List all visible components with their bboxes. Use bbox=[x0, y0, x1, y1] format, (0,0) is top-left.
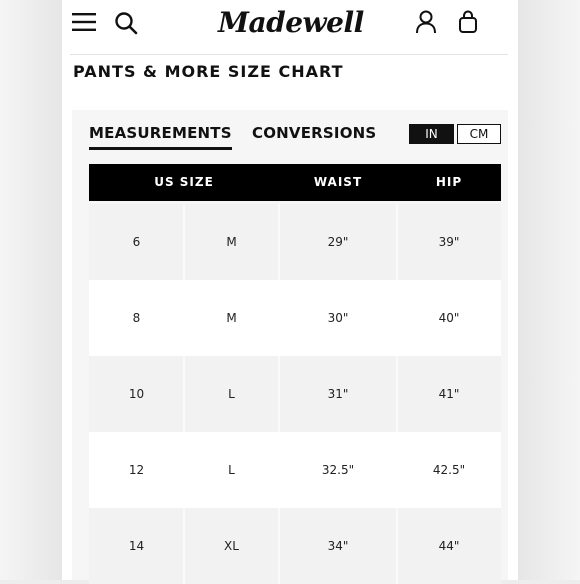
cell-letter-size: M bbox=[184, 204, 279, 280]
table-row bbox=[89, 204, 501, 280]
size-chart-panel bbox=[72, 110, 508, 580]
cell-us-size: 8 bbox=[89, 280, 184, 356]
unit-cm-button[interactable]: CM bbox=[457, 124, 501, 144]
cell-hip: 41" bbox=[397, 356, 501, 432]
cell-waist: 30" bbox=[279, 280, 397, 356]
column-divider bbox=[183, 356, 185, 432]
bag-icon[interactable] bbox=[457, 10, 479, 34]
column-divider bbox=[396, 204, 398, 280]
background-right bbox=[518, 0, 580, 580]
cell-us-size: 6 bbox=[89, 204, 184, 280]
search-icon[interactable] bbox=[114, 11, 138, 35]
table-row bbox=[89, 280, 501, 356]
cell-letter-size: XL bbox=[184, 508, 279, 584]
header-divider bbox=[70, 54, 508, 55]
table-row bbox=[89, 508, 501, 584]
cell-us-size: 14 bbox=[89, 508, 184, 584]
header-hip: HIP bbox=[435, 175, 463, 189]
brand-logo[interactable]: Madewell bbox=[218, 6, 364, 39]
cell-waist: 32.5" bbox=[279, 432, 397, 508]
cell-waist: 31" bbox=[279, 356, 397, 432]
tab-measurements[interactable]: MEASUREMENTS bbox=[89, 124, 232, 150]
menu-icon[interactable] bbox=[72, 12, 96, 32]
column-divider bbox=[278, 204, 280, 280]
column-divider bbox=[183, 508, 185, 584]
header-waist: WAIST bbox=[313, 175, 363, 189]
site-header bbox=[62, 0, 518, 54]
cell-hip: 44" bbox=[397, 508, 501, 584]
cell-hip: 42.5" bbox=[397, 432, 501, 508]
column-divider bbox=[396, 356, 398, 432]
cell-waist: 34" bbox=[279, 508, 397, 584]
table-row bbox=[89, 356, 501, 432]
column-divider bbox=[396, 508, 398, 584]
table-header bbox=[89, 164, 501, 201]
cell-letter-size: L bbox=[184, 356, 279, 432]
page bbox=[62, 0, 518, 580]
cell-us-size: 12 bbox=[89, 432, 184, 508]
tab-conversions[interactable]: CONVERSIONS bbox=[252, 124, 377, 142]
table-row bbox=[89, 432, 501, 508]
size-table bbox=[89, 164, 501, 580]
account-icon[interactable] bbox=[415, 10, 437, 34]
header-us-size: US SIZE bbox=[154, 175, 214, 189]
cell-us-size: 10 bbox=[89, 356, 184, 432]
cell-hip: 39" bbox=[397, 204, 501, 280]
unit-in-button[interactable]: IN bbox=[409, 124, 454, 144]
cell-letter-size: L bbox=[184, 432, 279, 508]
cell-letter-size: M bbox=[184, 280, 279, 356]
column-divider bbox=[278, 356, 280, 432]
cell-hip: 40" bbox=[397, 280, 501, 356]
cell-waist: 29" bbox=[279, 204, 397, 280]
background-left bbox=[0, 0, 62, 580]
column-divider bbox=[183, 204, 185, 280]
page-title: PANTS & MORE SIZE CHART bbox=[73, 62, 344, 81]
column-divider bbox=[278, 508, 280, 584]
